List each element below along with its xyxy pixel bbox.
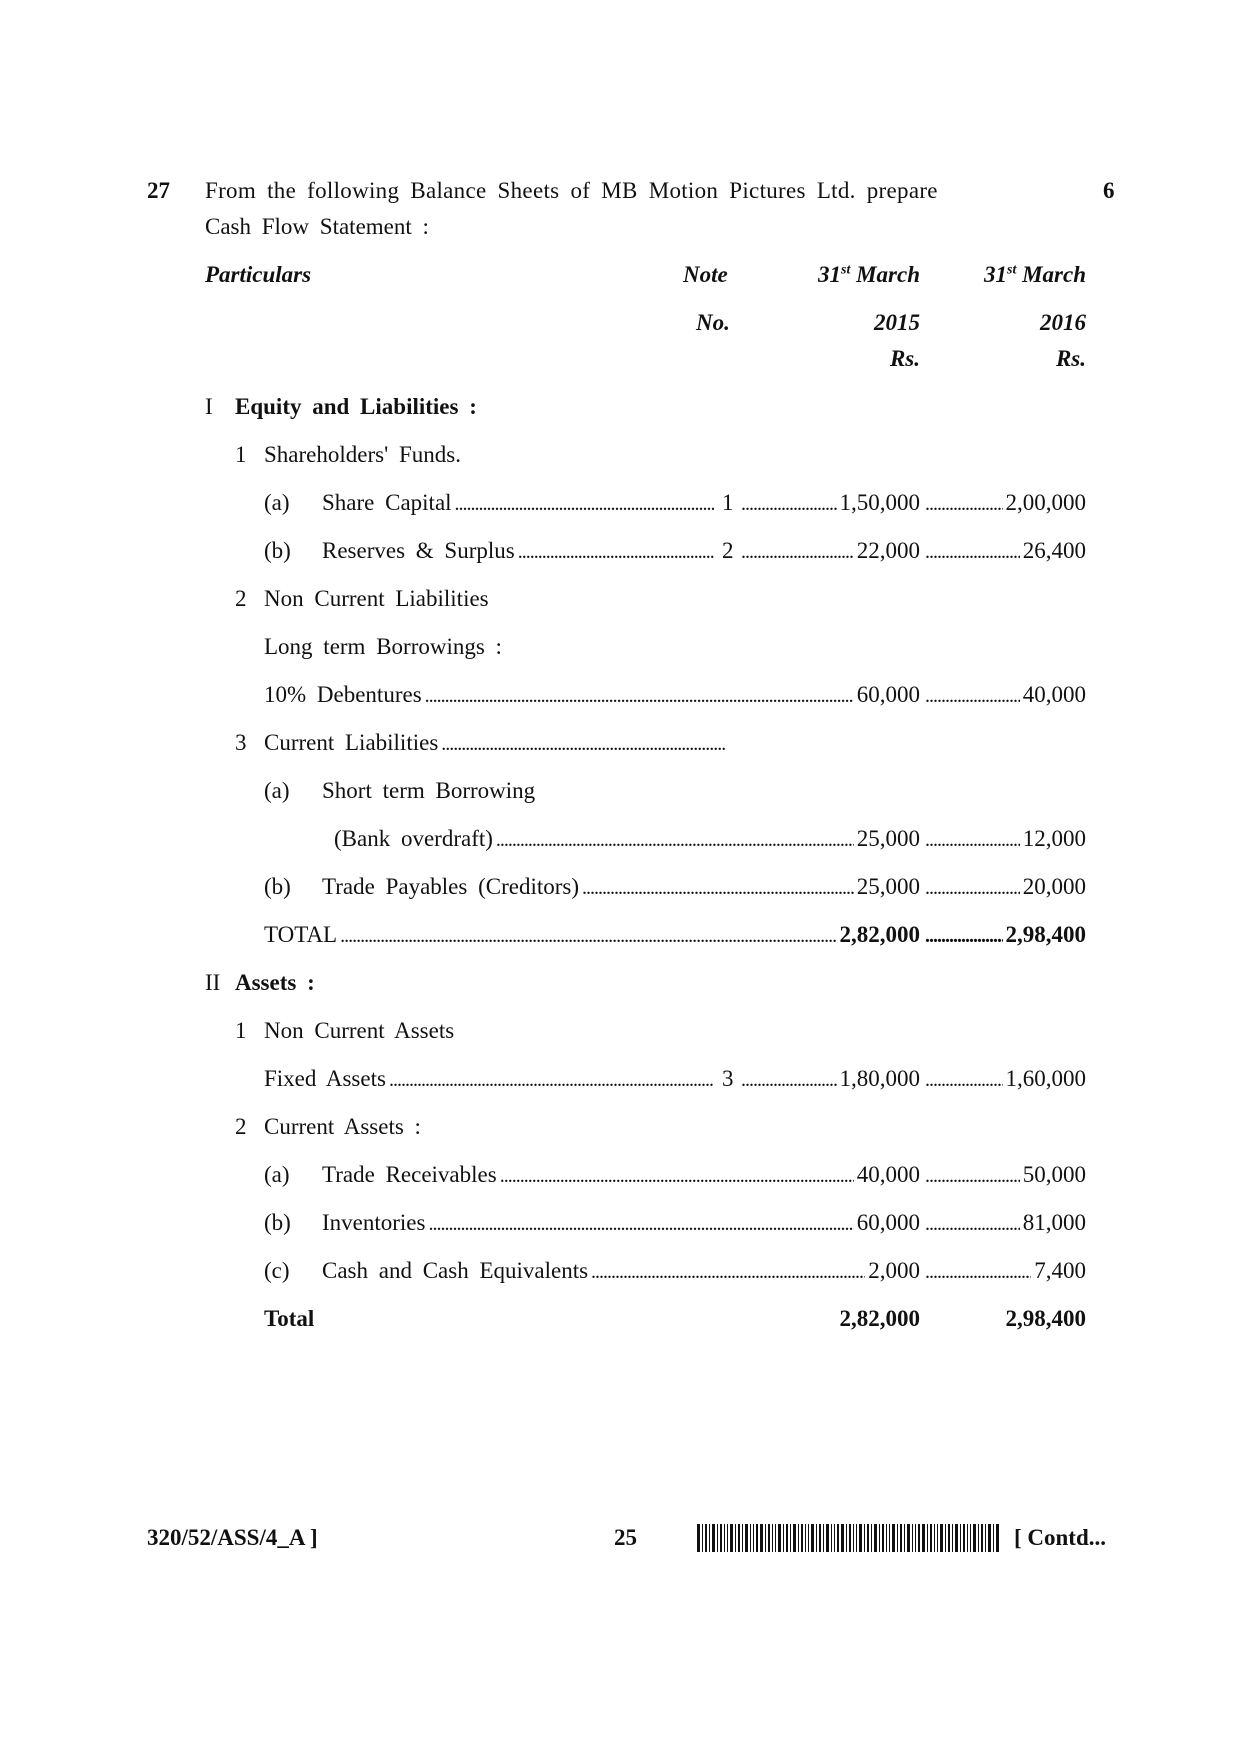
bank-overdraft-2016-cell: [922, 826, 1086, 856]
page-number: 25: [614, 1525, 637, 1550]
trade-payables-label: Trade Payables (Creditors): [322, 874, 579, 899]
section1-title: Equity and Liabilities :: [235, 394, 477, 419]
trade-receivables-letter: (a): [264, 1162, 290, 1187]
inventories-2015: 60,000: [856, 1210, 920, 1235]
fixed-assets-2015: 1,80,000: [839, 1066, 920, 1091]
trade-receivables-label: Trade Receivables: [322, 1162, 497, 1187]
bank-overdraft-label: (Bank overdraft): [334, 826, 493, 851]
assets-sub1-number: 1: [235, 1018, 247, 1043]
contd-label: [ Contd...: [1014, 1525, 1107, 1550]
liabilities-total-row: [264, 922, 920, 952]
inventories-row: [322, 1210, 920, 1240]
header-col2-year: 2016: [1040, 310, 1086, 335]
header-col1-unit: Rs.: [889, 346, 920, 371]
trade-receivables-2016: 50,000: [1022, 1162, 1086, 1187]
header-col2-unit: Rs.: [1055, 346, 1086, 371]
trade-payables-letter: (b): [264, 874, 291, 899]
section2-roman: II: [205, 970, 221, 995]
assets-sub2-number: 2: [235, 1114, 247, 1139]
section1-roman: I: [205, 394, 213, 419]
header-col1-year: 2015: [874, 310, 920, 335]
fixed-assets-note: 3: [722, 1066, 734, 1091]
header-col1-date: 31st March: [818, 262, 920, 287]
reserves-letter: (b): [264, 538, 291, 563]
debentures-label: 10% Debentures: [264, 682, 422, 707]
long-term-borrowings: Long term Borrowings :: [264, 634, 502, 659]
question-marks: 6: [1103, 178, 1115, 203]
share-capital-2015: 1,50,000: [839, 490, 920, 515]
fixed-assets-row: [264, 1066, 717, 1096]
assets-sub1-label: Non Current Assets: [264, 1018, 455, 1043]
bank-overdraft-2015: 25,000: [856, 826, 920, 851]
sub2-label: Non Current Liabilities: [264, 586, 489, 611]
trade-receivables-2016-cell: [922, 1162, 1086, 1192]
share-capital-row: [322, 490, 717, 520]
cash-2015: 2,000: [868, 1258, 920, 1283]
question-text-line2: Cash Flow Statement :: [205, 214, 429, 239]
reserves-label: Reserves & Surplus: [322, 538, 515, 563]
liabilities-total-label: TOTAL: [264, 922, 338, 947]
question-number: 27: [147, 178, 170, 203]
section2-title: Assets :: [235, 970, 315, 995]
cash-label: Cash and Cash Equivalents: [322, 1258, 589, 1283]
assets-sub2-label: Current Assets :: [264, 1114, 421, 1139]
debentures-2015: 60,000: [856, 682, 920, 707]
share-capital-label: Share Capital: [322, 490, 452, 515]
assets-total-label: Total: [264, 1306, 315, 1331]
sub3-row: [264, 730, 728, 760]
short-term-letter: (a): [264, 778, 290, 803]
header-particulars: Particulars: [205, 262, 312, 287]
question-text-line1: From the following Balance Sheets of MB Motion Pictures Ltd. prepare: [205, 178, 938, 203]
header-note-no: No.: [696, 310, 730, 335]
header-note: Note: [683, 262, 728, 287]
cash-letter: (c): [264, 1258, 290, 1283]
reserves-row: [322, 538, 717, 568]
share-capital-letter: (a): [264, 490, 290, 515]
bank-overdraft-2016: 12,000: [1022, 826, 1086, 851]
short-term-label: Short term Borrowing: [322, 778, 536, 803]
assets-total-2015: 2,82,000: [839, 1306, 920, 1331]
fixed-assets-2016-cell: [922, 1066, 1086, 1096]
sub1-label: Shareholders' Funds.: [264, 442, 461, 467]
debentures-2016-cell: [922, 682, 1086, 712]
trade-payables-row: [322, 874, 920, 904]
assets-total-2016: 2,98,400: [1005, 1306, 1086, 1331]
reserves-2015-cell: [738, 538, 920, 568]
cash-2016: 7,400: [1034, 1258, 1086, 1283]
sub2-number: 2: [235, 586, 247, 611]
sub1-number: 1: [235, 442, 247, 467]
inventories-label: Inventories: [322, 1210, 426, 1235]
reserves-note: 2: [722, 538, 734, 563]
liabilities-total-2016-cell: [922, 922, 1086, 952]
inventories-letter: (b): [264, 1210, 291, 1235]
debentures-2016: 40,000: [1022, 682, 1086, 707]
reserves-2016: 26,400: [1022, 538, 1086, 563]
reserves-2016-cell: [922, 538, 1086, 568]
share-capital-note: 1: [722, 490, 734, 515]
sub3-number: 3: [235, 730, 247, 755]
trade-receivables-2015: 40,000: [856, 1162, 920, 1187]
reserves-2015: 22,000: [856, 538, 920, 563]
barcode: [697, 1524, 999, 1552]
trade-payables-2016-cell: [922, 874, 1086, 904]
inventories-2016: 81,000: [1022, 1210, 1086, 1235]
bank-overdraft-row: [334, 826, 920, 856]
fixed-assets-label: Fixed Assets: [264, 1066, 386, 1091]
cash-2016-cell: [922, 1258, 1086, 1288]
debentures-row: [264, 682, 920, 712]
trade-receivables-row: [322, 1162, 920, 1192]
sub3-label: Current Liabilities: [264, 730, 439, 755]
trade-payables-2015: 25,000: [856, 874, 920, 899]
liabilities-total-2015: 2,82,000: [839, 922, 920, 947]
paper-code: 320/52/ASS/4_A ]: [147, 1525, 318, 1550]
liabilities-total-2016: 2,98,400: [1005, 922, 1086, 947]
header-col2-date: 31st March: [984, 262, 1086, 287]
fixed-assets-2016: 1,60,000: [1005, 1066, 1086, 1091]
share-capital-2016: 2,00,000: [1005, 490, 1086, 515]
share-capital-2016-cell: [922, 490, 1086, 520]
cash-row: [322, 1258, 920, 1288]
inventories-2016-cell: [922, 1210, 1086, 1240]
fixed-assets-2015-cell: [738, 1066, 920, 1096]
trade-payables-2016: 20,000: [1022, 874, 1086, 899]
share-capital-2015-cell: [738, 490, 920, 520]
